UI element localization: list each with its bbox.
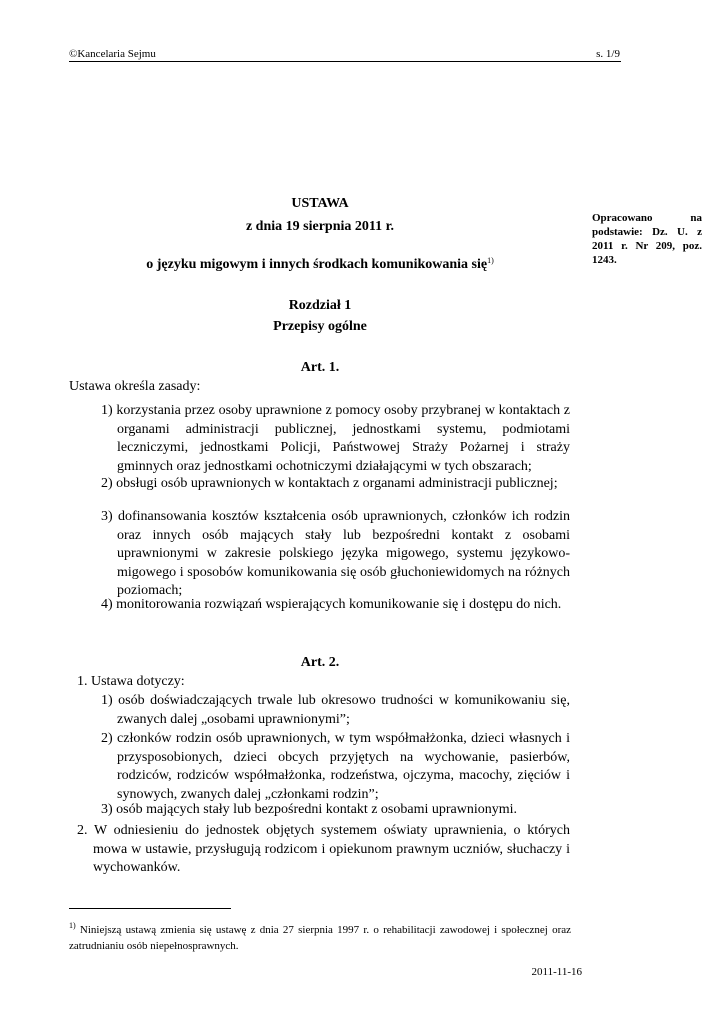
art2-para-2: 2. W odniesieniu do jednostek objętych systemem oświaty uprawnienia, o których mowa w ustawie, przysługują rodzicom i opiekunom prawnym uczniów, słuchaczy i wychowanków. [77,823,570,875]
footnote [69,918,571,954]
page-number: s. 1/9 [596,48,620,60]
art2-item: 3) osób mających stały lub bezpośredni kontakt z osobami uprawnionymi. [101,802,518,817]
header-divider [69,61,621,62]
art1-item: 2) obsługi osób uprawnionych w kontaktach z organami administracji publicznej; [101,476,558,491]
chapter-number: Rozdział 1 [288,298,352,313]
art2-item: 1) osób doświadczających trwale lub okresowo trudności w komunikowaniu się, zwanych dalej „osobami uprawnionymi”; [101,693,570,727]
act-subject [69,256,571,273]
art1-item: 1) korzystania przez osoby uprawnione z pomocy osoby przybranej w kontaktach z organami administracji publicznej, jednostkami systemu, podmiotami leczniczymi, jednostkami Policji, Państwowej Straży Pożarnej i straży gminnych oraz jednostkami ochotniczymi działającymi w tych obszarach; [101,403,570,474]
art2-heading: Art. 2. [300,655,340,670]
footnote-text: Niniejszą ustawą zmienia się ustawę z dnia 27 sierpnia 1997 r. o rehabilitacji zawodowej i społecznej oraz zatrudnianiu osób niepełnosprawnych. [69,924,572,952]
art2-item: 2) członków rodzin osób uprawnionych, w tym współmałżonka, dzieci własnych i przysposobionych, dzieci obcych przyjętych na wychowanie, pasierbów, rodziców, rodziców współmałżonka, rodzeństwa, ojczyma, macochy, zięciów i synowych, zwanych dalej „członkami rodzin”; [101,731,570,802]
act-type: USTAWA [291,196,349,211]
art2-para-1: 1. Ustawa dotyczy: [77,674,185,689]
footnote-ref: 1) [487,256,494,265]
chapter-name: Przepisy ogólne [273,319,367,334]
act-date: z dnia 19 sierpnia 2011 r. [245,219,395,234]
header-source: ©Kancelaria Sejmu [69,48,156,60]
source-note: Opracowano na podstawie: Dz. U. z 2011 r. Nr 209, poz. 1243. [592,212,702,266]
art1-item: 3) dofinansowania kosztów kształcenia osób uprawnionych, członków ich rodzin oraz innych osób mających stały lub bezpośredni kontakt z osobami uprawnionymi w zakresie polskiego języka migowego, systemu językowo-migowego i sposobów komunikowania się osób głuchoniewidomych na różnych poziomach; [101,509,570,598]
art1-item: 4) monitorowania rozwiązań wspierających komunikowanie się i dostępu do nich. [101,597,562,612]
art1-intro: Ustawa określa zasady: [69,379,201,394]
art1-heading: Art. 1. [300,360,340,375]
footnote-mark: 1) [69,921,76,930]
act-subject-text: o języku migowym i innych środkach komunikowania się [146,257,488,272]
footer-date: 2011-11-16 [531,966,582,978]
footnote-divider [69,908,231,909]
